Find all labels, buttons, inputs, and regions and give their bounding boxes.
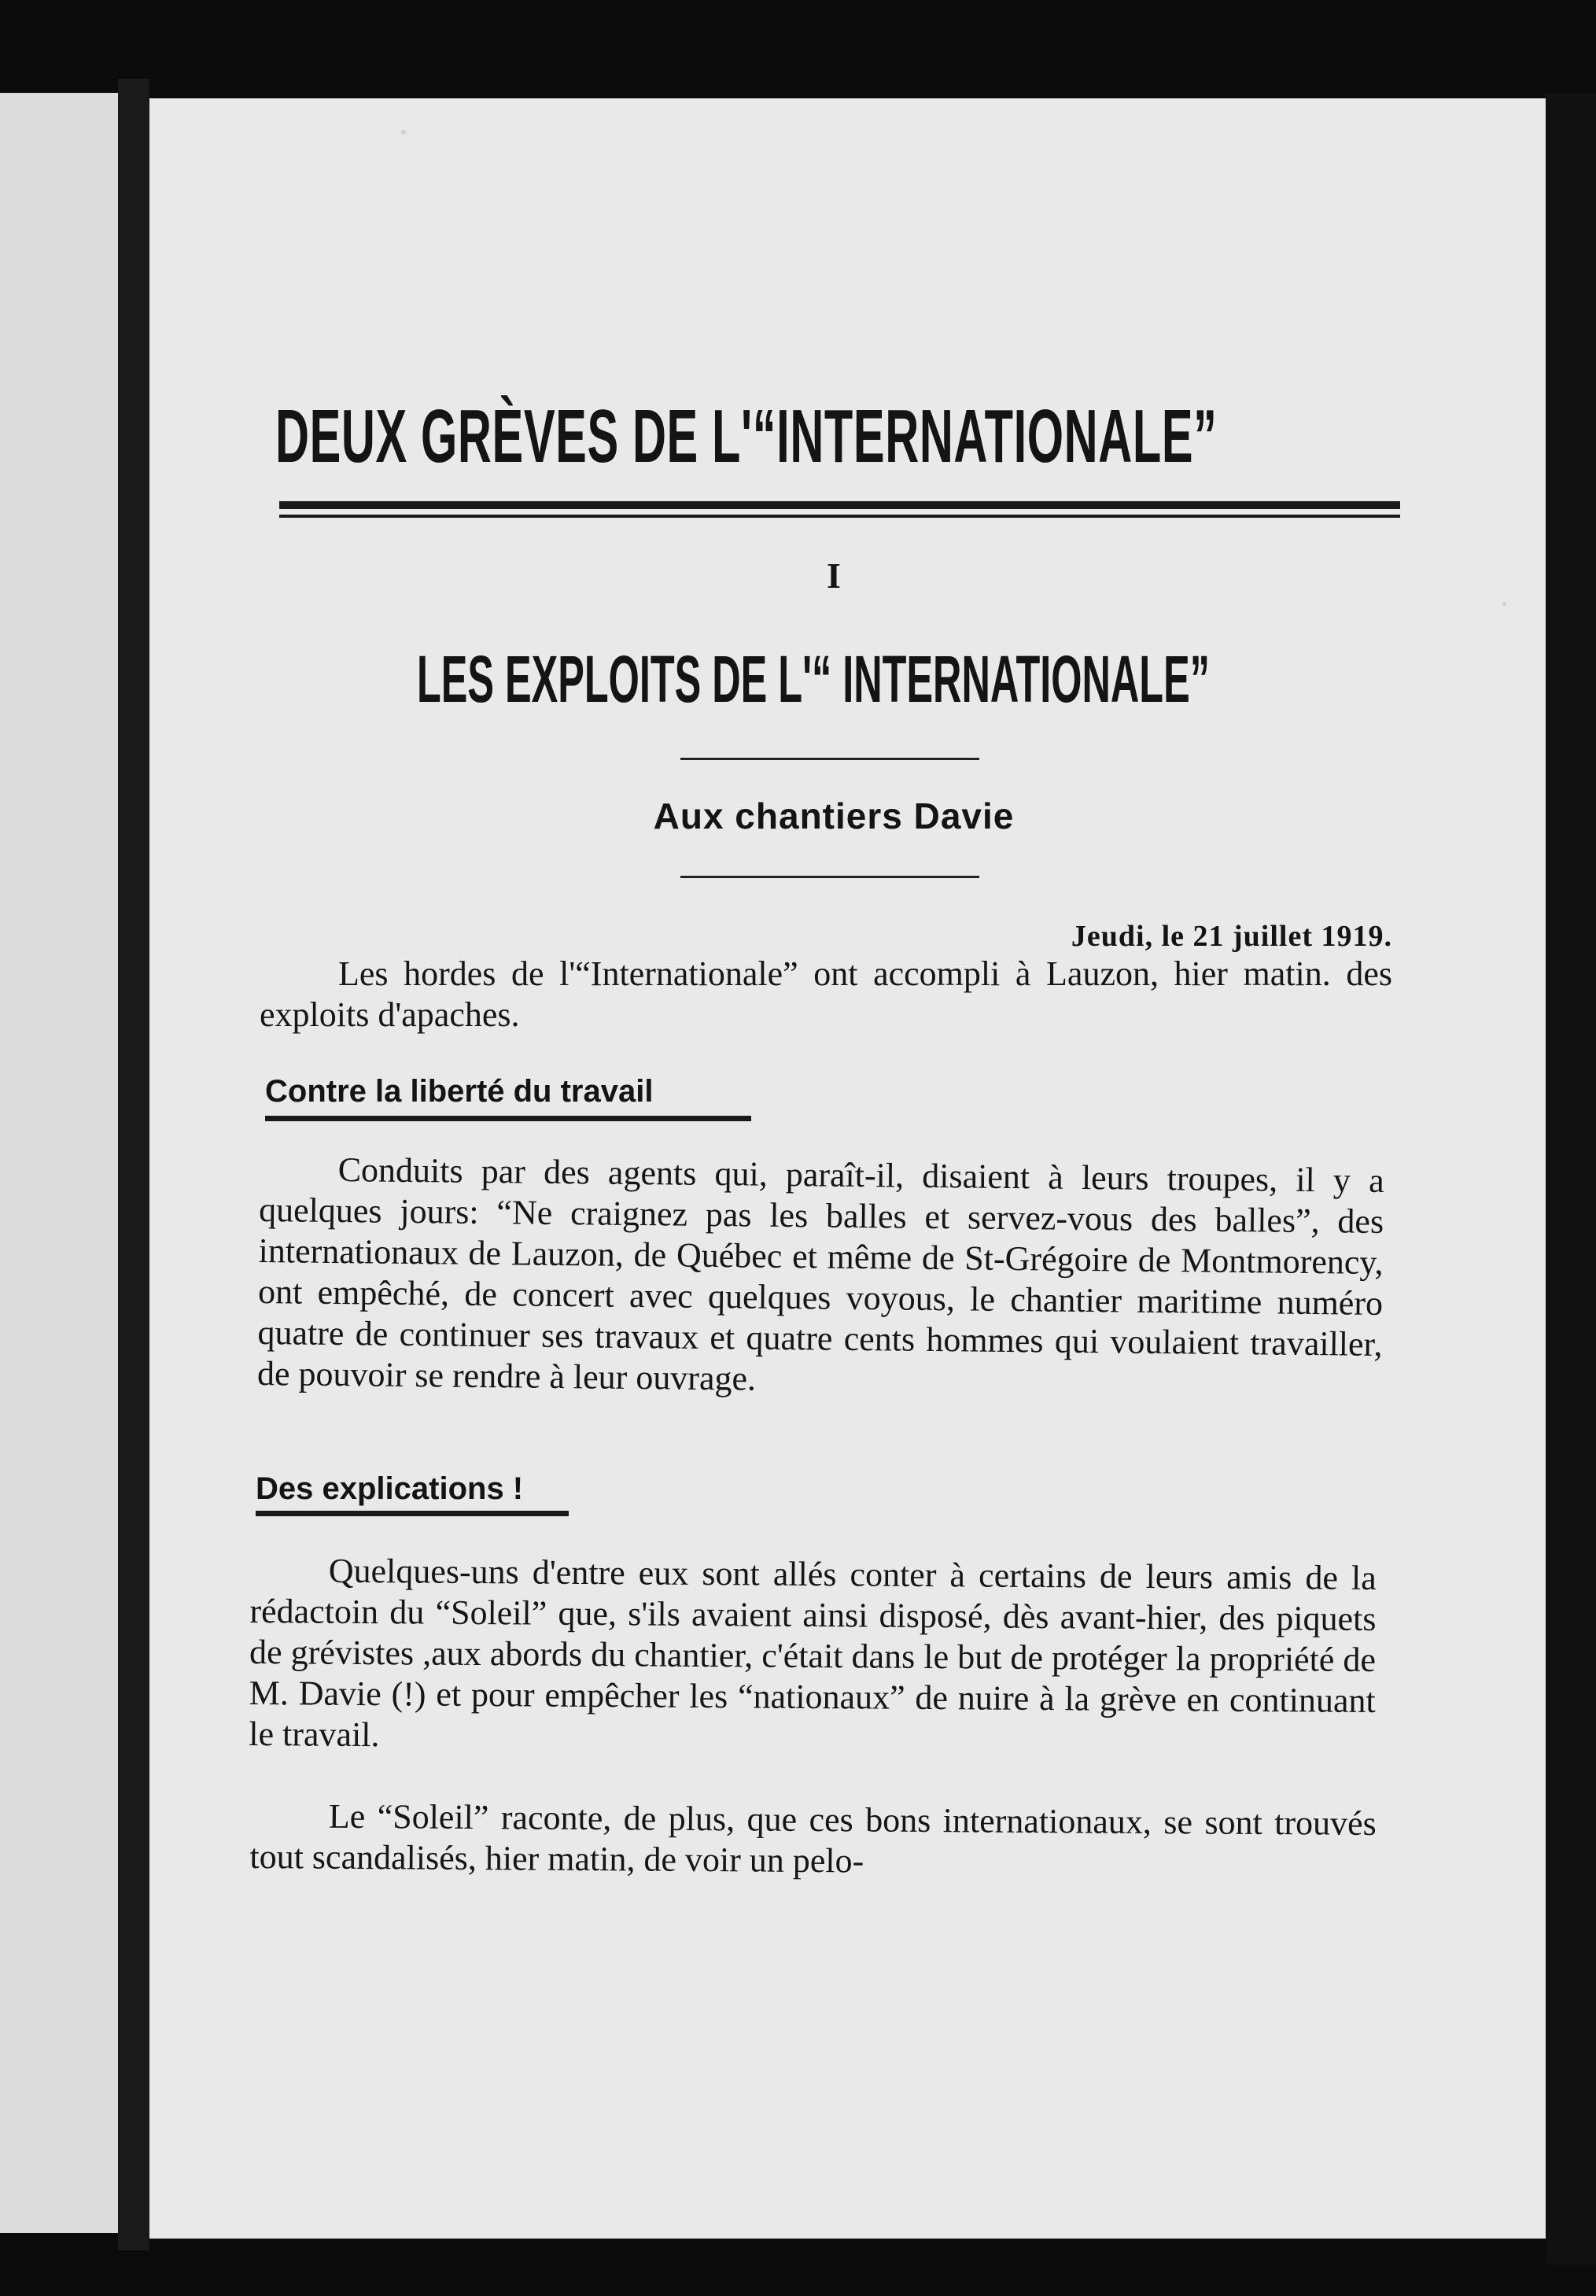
dust-speck: [401, 130, 406, 135]
dateline: Jeudi, le 21 juillet 1919.: [1071, 920, 1392, 953]
separator-rule: [680, 758, 979, 760]
scan-border: [1546, 93, 1596, 2265]
document-subtitle: LES EXPLOITS DE L'“ INTERNATIONALE”: [417, 642, 1210, 716]
book-binding: [118, 79, 149, 2250]
title-rule-thick: [279, 501, 1400, 509]
intro-paragraph: Les hordes de l'“Internationale” ont accompli à Lauzon, hier matin. des exploits d'apaches.: [260, 954, 1392, 1034]
subheading-underline: [256, 1511, 569, 1516]
body-paragraph: Le “Soleil” raconte, de plus, que ces bons internationaux, se sont trouvés tout scandalisés, hier matin, de voir un pelo-: [249, 1796, 1377, 1881]
body-paragraph: Conduits par des agents qui, paraît-il, disaient à leurs troupes, il y a quelques jours: “Ne craignez pas les balles et servez-vous des balles”, des internationaux de Lauzon, de Québec et même de St-Grégoire de Montmorency, ont empêché, de concert avec quelques voyous, le chantier maritime numéro quatre de continuer ses travaux et quatre cents hommes qui voulaient travailler, de pouvoir se rendre à leur ouvrage.: [256, 1150, 1384, 1398]
subheading-liberte: Contre la liberté du travail: [265, 1074, 654, 1109]
part-number: I: [827, 556, 841, 596]
subheading-explications: Des explications !: [256, 1471, 524, 1506]
document-title: DEUX GRÈVES DE L'“INTERNATIONALE”: [275, 394, 1218, 478]
section-heading: Aux chantiers Davie: [653, 795, 1015, 836]
title-rule-thin: [279, 515, 1400, 518]
dust-speck: [1502, 602, 1506, 606]
facing-page-edge: [0, 93, 118, 2233]
subheading-underline: [265, 1116, 751, 1121]
separator-rule: [680, 876, 979, 878]
body-paragraph: Quelques-uns d'entre eux sont allés conter à certains de leurs amis de la rédactoin du “Soleil” que, s'ils avaient ainsi disposé, dès avant-hier, des piquets de grévistes ,aux abords du chantier, c'était dans le but de protéger la propriété de M. Davie (!) et pour empêcher les “nationaux” de nuire à la grève en continuant le travail.: [249, 1551, 1377, 1755]
